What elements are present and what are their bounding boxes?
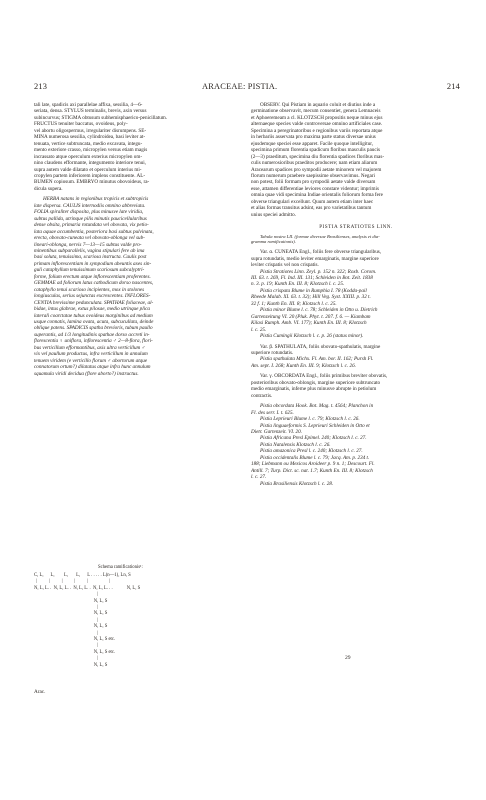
text-line: tenuem viridem (e verticillo florum ♂ abortorum atque [34,357,148,364]
text-line: ejusdemque speciei esse apparet. Facile quoque intelligitur, [251,140,373,147]
text-line: Pistia Brasiliensis Klotzsch l. c. 28. [260,480,334,487]
text-line: Var. α. CUNEATA Engl., foliis fere obverse triangularibus, [260,249,382,256]
text-line: l. c. 27. [251,474,267,481]
text-line: Fl. des serr. I. t. 625. [251,409,294,416]
schema-line: N, L, S [34,598,108,604]
text-line: Pistia Natalensis Klotzsch l. c. 26. [260,441,331,448]
text-line: Aracearum spadices pro sympodii aetate minorem vel majorem [251,166,382,173]
text-line: Gartenzeitung VI. 20 (Pluk. Phyt. t. 207. f. 6. — Kiambam [251,313,371,320]
text-line: GEMMAE ad foliorum latus cathodicum dorso nascentes, [34,280,154,287]
text-line: subincurvus; STIGMA obtusum subhemisphaerico-penicillatum. [34,114,168,121]
text-line: 188; Liebmann ou Mexicos Aroideer p. 9 n. 1; Descourt. Fl. [251,461,375,468]
text-line: PISTIA STRATIOTES LINN. [319,224,393,231]
text-line: Kilasi Rumph. Amb. VI. 177); Kunth En. III. 8; Klotzsch [251,320,367,327]
text-line: Pistia Leprieuri Blume l. c. 79; Klotzsch l. c. 26. [260,416,360,423]
text-line: supra autem valde dilatato et operculum interius mi- [34,166,142,173]
text-line: connatorum ortum?) dilatatus atque infra hunc annulum [34,364,151,371]
schema-line: C, L, L, L, L, L . . . . . L(n—1), Ln, S [34,573,131,578]
text-line: Pistia minor Blume l. c. 78; Schleiden in Otto u. Dietrich [260,307,378,314]
text-line: non potest, folii formam pro sympodii aetate valde diversam [251,179,376,186]
schema-line: | [34,617,99,623]
text-line: et Aphoeremeam a cl. KLOTZSCH propositis neque minus ejus [251,114,383,121]
text-line: HERBA natans in regionibus tropicis et subtropicis [43,196,149,203]
text-line: culis numerosioribus praeditos producere; nam etiam aliarum [251,160,378,167]
text-line: esse, attamen differentiae leviores constare videntur; imprimis [251,185,379,192]
text-line: dicula supera. [34,185,63,192]
text-line: minentibus subparallelis, vagina stipulari fere ab ima [34,247,145,254]
text-line: laterali coarctatae tubus ovoideus marginibus ad medium [34,312,153,319]
footer-signature: Arac. [34,689,46,695]
text-line: specimina primum florentia spadicum floribus masculis paucis [251,147,381,154]
text-line: in herbariis asservata pro maxima parte status diversae unius [251,134,376,141]
text-line: Dietr. Gartenzeit. VI. 20. [251,428,302,435]
text-line: Pistia linguaeformis S. Leprieuri Schleiden in Otto et [260,422,370,429]
text-line: Pistia Africana Presl Epimel. 240; Klotzsch l. c. 27. [260,435,367,442]
text-line: tali late, spadicis axi parallelae affixa, sessilia, 4—6- [34,102,143,108]
schema-line: | [34,630,99,636]
text-line: medio emarginatis, inferne plus minusve abrupte in petiolum [251,386,377,393]
text-line: (2—3) praeditum, specimina diu florentia spadices floribus mas- [251,153,385,160]
text-line: florescentia ♀ uniflora, inflorescentia ♂ 2—8-flora, flori- [34,338,153,345]
text-line: obverse triangulari excellunt. Quum autem etiam inter haec [251,198,374,205]
schema-line: N, L, S [34,662,108,668]
running-head [34,82,460,94]
text-line: Pistia spathulata Michx. Fl. Am. bor. II. 162; Pursh Fl. [260,356,374,363]
text-line: seriata, densa. STYLUS terminalis, brevis, axin versus [34,108,147,115]
text-line: Pistia crispata Blume in Rumphia I. 78 (Kodda-pail [260,287,367,294]
text-line: vix vel paullum productus, infra verticillum in annulum [34,351,148,358]
text-line: bidae, intus glabrae, extus pilosae, medio utrinque plica [34,306,150,313]
text-line: Var. β. SPATHULATA, foliis obovato-spathulatis, margine [260,343,381,350]
schema-line: N, L, L. . N, L, L. . N, L, L. . N, L, L. . . N, L, S [34,585,141,591]
text-line: erecta, obovato-cuneata vel obovato-oblonga vel sub- [34,235,145,242]
text-line: cropylen partem inferiorem implens constituente. AL- [34,172,146,179]
text-line: florum numerum praebere saepissime observavimus. Negari [251,172,375,179]
text-line: germinatione observavit, mecum consentiet, genera Lemnaceis [251,108,381,115]
text-line: superantis, ad 1/3 longitudinis spathae dorso accreti in- [34,331,150,338]
text-line: Pistia occidentalis Blume l. c. 79; Jacq. Am. p. 234 t. [260,454,370,461]
page-number-left: 213 [34,82,48,91]
schema-line: | [34,592,99,598]
running-title: ARACEAE: PISTIA. [202,82,278,91]
text-line: omnia quae vidi specimina Indiae orientalis foliorum forma fere [251,192,383,199]
text-line: l. c. 25. [251,326,267,333]
schema-title: Schema ramificationis¹: [98,565,143,570]
text-line: Specimina a peregrinatoribus e regionibus variis reportata atque [251,127,383,134]
text-line: oblique patens. SPADICIS spatha brevioris, tubum paullo [34,325,153,332]
text-line: lineari-oblonga, nervis 7—13—15 subtus valde pro- [34,241,142,248]
text-line: subtus pallida, utrinque pilis minutis paucicellularibus [34,215,147,222]
right-column-text [251,102,461,662]
text-line: incrassato atque operculum exterius micropylen om- [34,153,143,160]
schema-line: N, L, S etc. [34,637,116,642]
folio-number: 29 [345,655,351,661]
text-line: cataphyllo tenui scarioso incipientes, mox in stolones [34,286,145,293]
text-line: tenuata, vertice subtruncata, medio excavata, integu- [34,140,143,147]
text-line: Am. sept. I. 268; Kunth En. III. 9; Klotzsch l. c. 26. [251,362,356,369]
schema-line: N, L, S etc. [34,649,116,655]
schema-line: | [34,643,99,649]
schema-line: N, L, S [34,624,108,630]
text-line: guli cataphyllum tenuissimum scariosum subcalyptri- [34,267,145,274]
text-line: alternaeque species valde controversae omnino artificiales case. [251,121,383,128]
text-line: gramma ramificationis). [251,239,296,245]
text-line: III. 63. t. 269, Fl. Ind. III. 131; Schleiden in Bot. Zeit. 1838 [251,275,373,282]
text-line: Var. γ. OBCORDATA Engl., foliis primibus breviter obovatis, [260,373,388,380]
text-line: mento exteriore crasso, micropylen versus etiam magis [34,147,148,154]
text-line: lata aquae accumbentia, posteriora basi subtus pulvinata, [34,228,154,235]
schema-line: | | | | | | [34,579,110,585]
text-line: squamula viridi decidua (flore aborto?) instructus. [34,370,139,377]
text-line: nino claudens efformante, integumento interiore tenui, [34,160,146,167]
text-line: dense obsita, primaria rotundata vel obovata, vix petio- [34,222,149,229]
schema-line: | [34,656,99,662]
text-line: Rheede Malab. XI. 63. t. 32); Hill Veg. Syst. XXIII. p. 32 t. [251,294,371,301]
text-line: longiusculas, serius sejunctas excrescentes. INFLORES- [34,293,151,300]
text-line: CENTIA brevissime pedunculata. SPATHAE foliaceae, al- [34,299,154,306]
text-line: Tabula nostra LII. (formae diversae Brasilienses, analysis et dia- [260,233,380,239]
text-line: basi soluta, tenuissima, scariosa instructa. Caulis post [34,254,147,261]
text-line: Pistia amazonica Presl l. c. 240; Klotzsch l. c. 27. [260,448,363,455]
text-line: Antill. 7; Turp. Dict. sc. nat. 1.7; Kunth En. III. 8; Klotzsch [251,467,373,474]
text-line: Pistia Stratiotes Linn. Zeyl. p. 152 n. 322; Roxb. Corom. [260,268,377,275]
text-line: OBSERV. Qui Pistiam in aquario coluit et diutius inde a [260,102,376,108]
text-line: usque connatis, lamina ovata, acuta, subcucullata, deinde [34,318,154,325]
text-line: forme, folium erectum atque inflorescentiam proferentes. [34,273,151,280]
schema-line: | [34,605,99,610]
text-line: BUMEN copiosum. EMBRYO minutus obovoideus, ra- [34,179,150,186]
schema-line: N, L, S [34,611,108,617]
text-line: unius speciei admitto. [251,211,296,218]
text-line: Pistia obcordata Hook. Bot. Mag. t. 4564; Planchon in [260,403,374,410]
text-line: FOLIA spiraliter disposita, plus minusve late viridia, [34,209,144,216]
text-line: bus verticillum efformantibus, axis ultra verticillum ♂ [34,344,146,351]
text-line: primam inflorescentiam in sympodium abeuntis axes sin- [34,260,152,267]
text-line: contractis. [251,392,273,399]
text-line: FRUCTUS tenuiter baccatus, ovoideus, poly- [34,121,128,128]
text-line: Pistia Cumingii Klotzsch l. c. p. 26 (status minor). [260,333,364,340]
text-line: posterioribus obovato-oblongis, margine superiore subtruncato [251,379,381,386]
text-line: 32 f. 1; Kunth En. III. 8; Klotzsch l. c. 25. [251,300,337,307]
text-line: et alias formas transitus adsint, eas pro varietatibus tantum [251,205,372,212]
ramification-schema [34,565,234,685]
text-line: n. 3. p. 19; Kunth En. III. 8; Klotzsch l. c. 25. [251,281,345,288]
text-line: late dispersa. CAULIS internodiis omnino abbreviata. [34,202,146,209]
text-line: vel abortu oligospermus, irregulariter disrumpens. SE- [34,127,147,134]
text-line: leviter crispatis vel non crispatis. [251,262,319,269]
text-line: supra rotundatis, medio leviter emarginatis, margine superiore [251,255,379,262]
text-line: MINA numerosa sessilia, cylindroidea, basi leviter at- [34,134,146,141]
text-line: superiore rotundatis. [251,350,294,356]
page-number-right: 214 [446,82,460,91]
